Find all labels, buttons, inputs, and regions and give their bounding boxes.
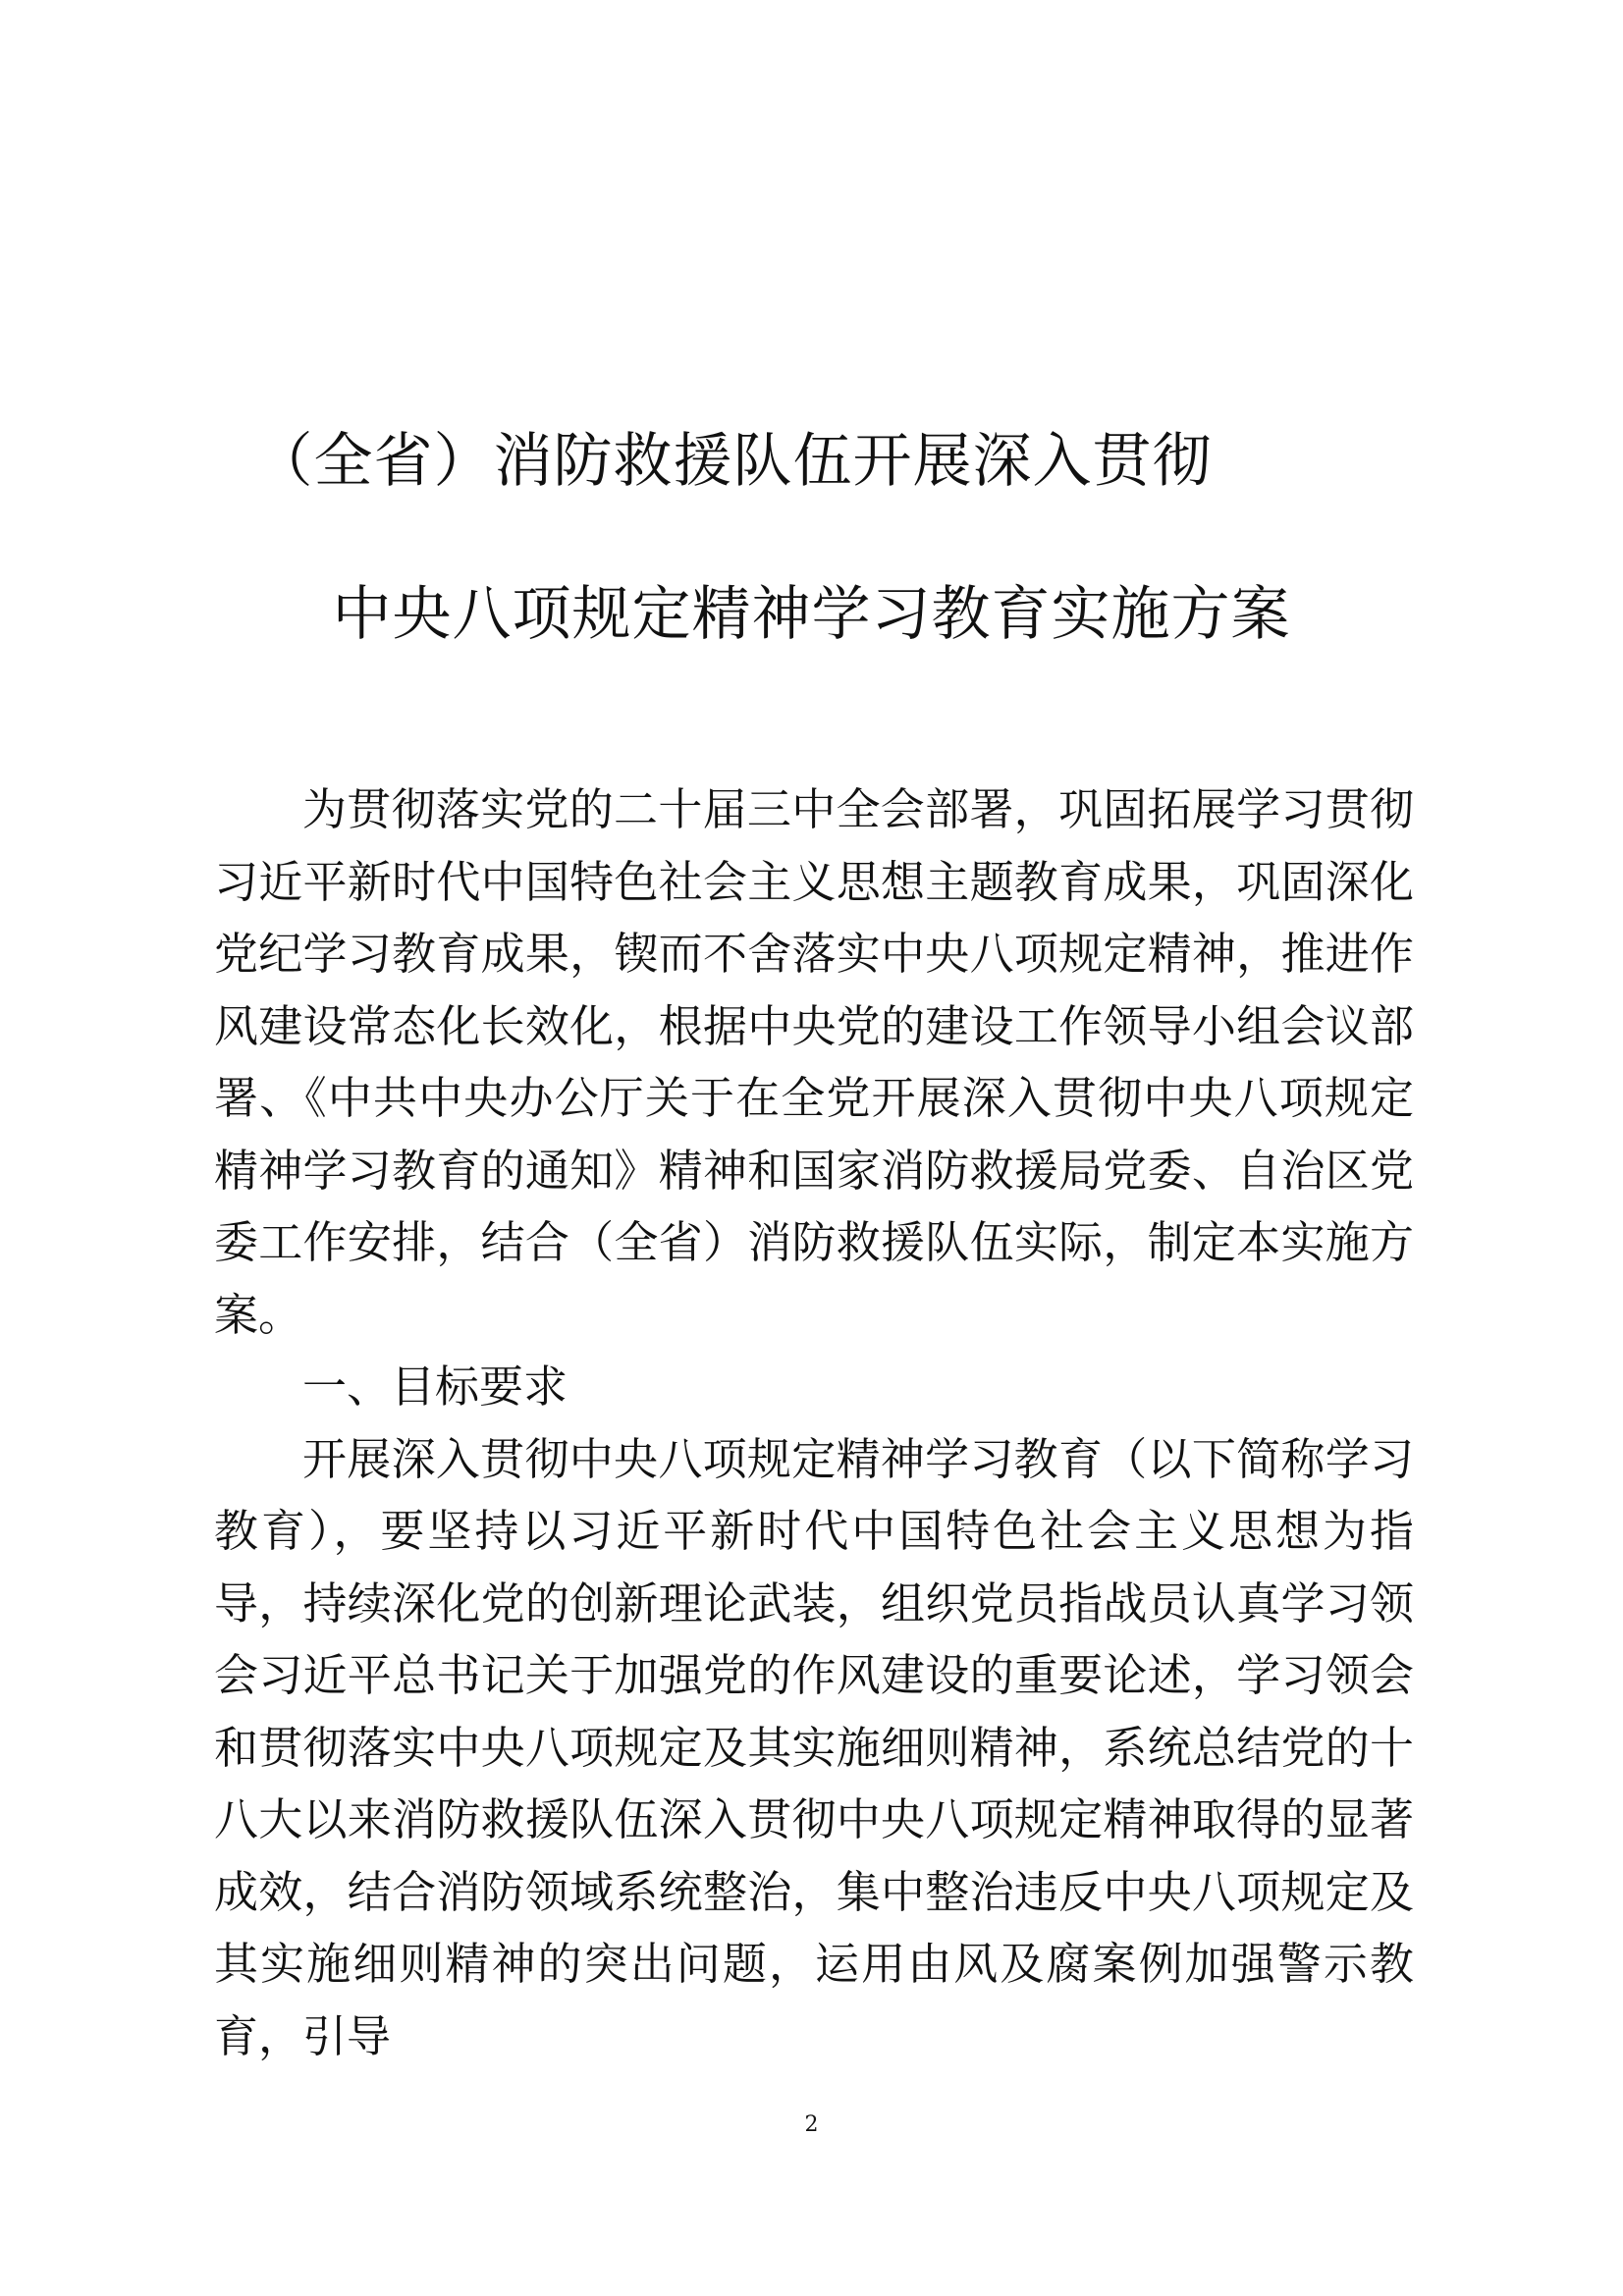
document-title-line-2: 中央八项规定精神学习教育实施方案: [332, 580, 1291, 649]
intro-paragraph: 为贯彻落实党的二十届三中全会部署，巩固拓展学习贯彻习近平新时代中国特色社会主义思想主题教育成果，巩固深化党纪学习教育成果，锲而不舍落实中央八项规定精神，推进作风建设常态化长效化，根据中央党的建设工作领导小组会议部署、《中共中央办公厅关于在全党开展深入贯彻中央八项规定精神学习教育的通知》精神和国家消防救援局党委、自治区党委工作安排，结合（全省）消防救援队伍实际，制定本实施方案。: [214, 783, 1414, 1341]
page-number: 2: [804, 2112, 819, 2137]
section-heading-goals: 一、目标要求: [302, 1361, 568, 1413]
document-body: [214, 774, 1414, 2072]
goals-paragraph: 开展深入贯彻中央八项规定精神学习教育（以下简称学习教育），要坚持以习近平新时代中国特色社会主义思想为指导，持续深化党的创新理论武装，组织党员指战员认真学习领会习近平总书记关于加强党的作风建设的重要论述，学习领会和贯彻落实中央八项规定及其实施细则精神，系统总结党的十八大以来消防救援队伍深入贯彻中央八项规定精神取得的显著成效，结合消防领域系统整治，集中整治违反中央八项规定及其实施细则精神的突出问题，运用由风及腐案例加强警示教育，引导: [214, 1432, 1414, 2062]
document-title-line-1: （全省）消防救援队伍开展深入贯彻: [253, 427, 1213, 496]
